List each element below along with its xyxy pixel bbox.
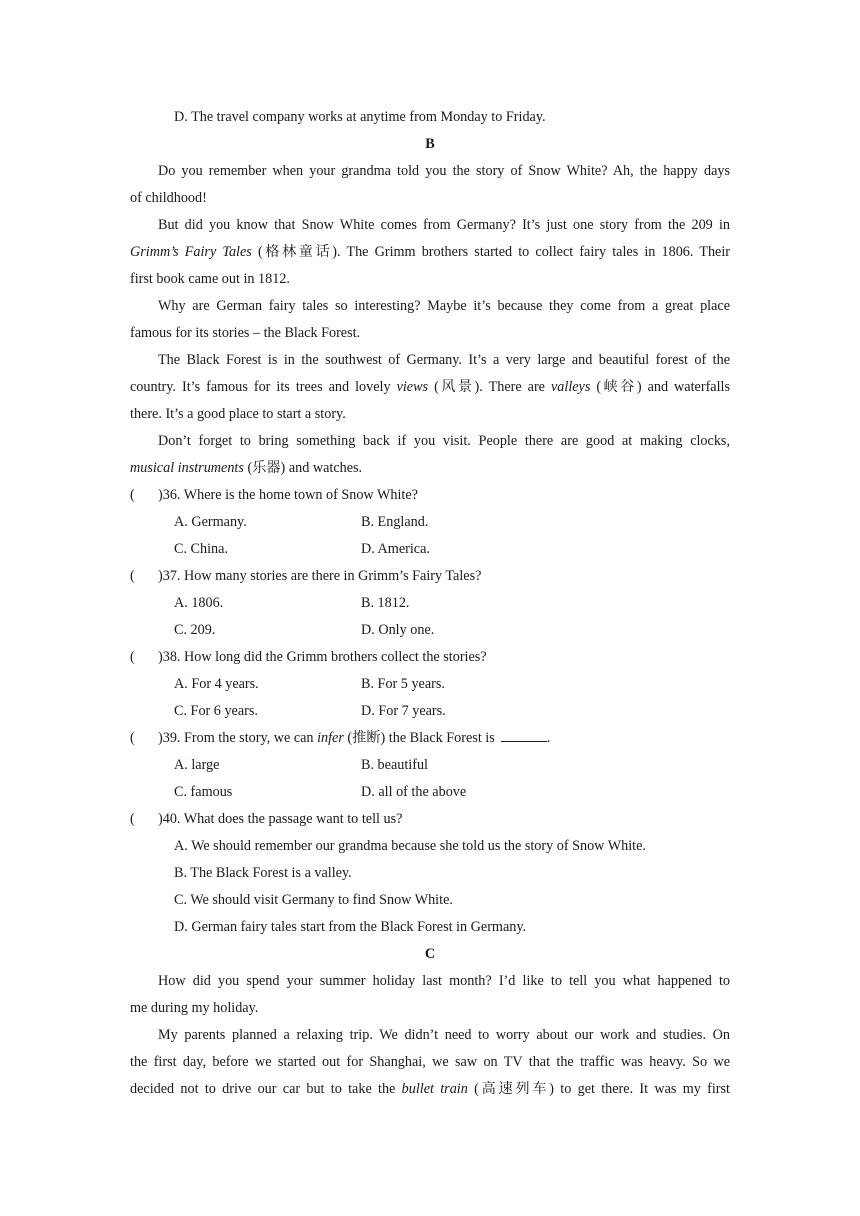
answer-paren[interactable]: ( bbox=[130, 730, 135, 746]
question-stem: )36. Where is the home town of Snow White? bbox=[158, 487, 418, 503]
paragraph-line: But did you know that Snow White comes from Germany? It’s just one story from the 209 in bbox=[158, 217, 730, 233]
option-a: A. 1806. bbox=[174, 595, 224, 611]
vocab-word: views bbox=[396, 379, 429, 395]
answer-paren[interactable]: ( bbox=[130, 649, 135, 665]
vocab-word: musical instruments bbox=[130, 460, 244, 476]
paragraph-line: My parents planned a relaxing trip. We didn’t need to worry about our work and studies. On bbox=[158, 1027, 730, 1043]
section-c-heading: C bbox=[424, 946, 436, 962]
question-stem: )40. What does the passage want to tell us? bbox=[158, 811, 403, 827]
option-c: C. 209. bbox=[174, 622, 216, 638]
paragraph-line: How did you spend your summer holiday last month? I’d like to tell you what happened to bbox=[158, 973, 730, 989]
option-d: D. America. bbox=[361, 541, 430, 557]
option-c: C. We should visit Germany to find Snow White. bbox=[174, 892, 453, 908]
question-38 bbox=[130, 644, 730, 725]
section-c-passage bbox=[130, 968, 730, 1103]
option-c: C. For 6 years. bbox=[174, 703, 258, 719]
answer-paren[interactable]: ( bbox=[130, 568, 135, 584]
answer-paren[interactable]: ( bbox=[130, 487, 135, 503]
paragraph-line: Don’t forget to bring something back if you visit. People there are good at making clocks, bbox=[158, 433, 730, 449]
option-a: A. For 4 years. bbox=[174, 676, 259, 692]
section-b-passage bbox=[130, 158, 730, 482]
option-a: A. Germany. bbox=[174, 514, 247, 530]
question-37 bbox=[130, 563, 730, 644]
paragraph-line: The Black Forest is in the southwest of Germany. It’s a very large and beautiful forest of the bbox=[158, 352, 730, 368]
vocab-word: infer bbox=[317, 730, 344, 746]
option-c: C. famous bbox=[174, 784, 233, 800]
vocab-word: bullet train bbox=[401, 1081, 468, 1097]
paragraph-line: Do you remember when your grandma told you the story of Snow White? Ah, the happy days bbox=[158, 163, 730, 179]
option-a: A. We should remember our grandma because she told us the story of Snow White. bbox=[174, 838, 646, 854]
paragraph-line: me during my holiday. bbox=[130, 1000, 259, 1016]
option-d: D. For 7 years. bbox=[361, 703, 446, 719]
answer-paren[interactable]: ( bbox=[130, 811, 135, 827]
option-b: B. The Black Forest is a valley. bbox=[174, 865, 352, 881]
paragraph-line: first book came out in 1812. bbox=[130, 271, 290, 287]
document-page bbox=[130, 104, 730, 1103]
option-b: B. England. bbox=[361, 514, 429, 530]
paragraph-line: decided not to drive our car but to take the bullet train (高速列车) to get there. It was my first bbox=[130, 1081, 730, 1097]
paragraph-line: country. It’s famous for its trees and lovely views (风景). There are valleys (峡谷) and waterfalls bbox=[130, 379, 730, 395]
section-b-heading: B bbox=[425, 136, 435, 152]
question-stem: )39. From the story, we can infer (推断) the Black Forest is . bbox=[158, 725, 550, 752]
vocab-word: valleys bbox=[550, 379, 591, 395]
option-d: D. German fairy tales start from the Black Forest in Germany. bbox=[174, 919, 527, 935]
previous-option-d: D. The travel company works at anytime from Monday to Friday. bbox=[174, 109, 546, 125]
paragraph-line: musical instruments (乐器) and watches. bbox=[130, 460, 363, 476]
option-d: D. all of the above bbox=[361, 784, 467, 800]
option-b: B. 1812. bbox=[361, 595, 410, 611]
fill-in-blank[interactable] bbox=[501, 726, 547, 742]
question-40 bbox=[130, 806, 730, 941]
paragraph-line: of childhood! bbox=[130, 190, 207, 206]
option-d: D. Only one. bbox=[361, 622, 435, 638]
option-a: A. large bbox=[174, 757, 220, 773]
paragraph-line: Why are German fairy tales so interesting? Maybe it’s because they come from a great place bbox=[158, 298, 730, 314]
question-36 bbox=[130, 482, 730, 563]
question-stem: )37. How many stories are there in Grimm’s Fairy Tales? bbox=[158, 568, 482, 584]
paragraph-line: Grimm’s Fairy Tales (格林童话). The Grimm brothers started to collect fairy tales in 1806. Their bbox=[130, 244, 731, 260]
option-c: C. China. bbox=[174, 541, 228, 557]
paragraph-line: the first day, before we started out for Shanghai, we saw on TV that the traffic was heavy. So we bbox=[130, 1054, 730, 1070]
option-b: B. For 5 years. bbox=[361, 676, 445, 692]
book-title: Grimm’s Fairy Tales bbox=[130, 244, 252, 260]
option-b: B. beautiful bbox=[361, 757, 428, 773]
question-stem: )38. How long did the Grimm brothers collect the stories? bbox=[158, 649, 487, 665]
question-39 bbox=[130, 725, 730, 806]
paragraph-line: famous for its stories – the Black Forest. bbox=[130, 325, 361, 341]
paragraph-line: there. It’s a good place to start a story. bbox=[130, 406, 346, 422]
